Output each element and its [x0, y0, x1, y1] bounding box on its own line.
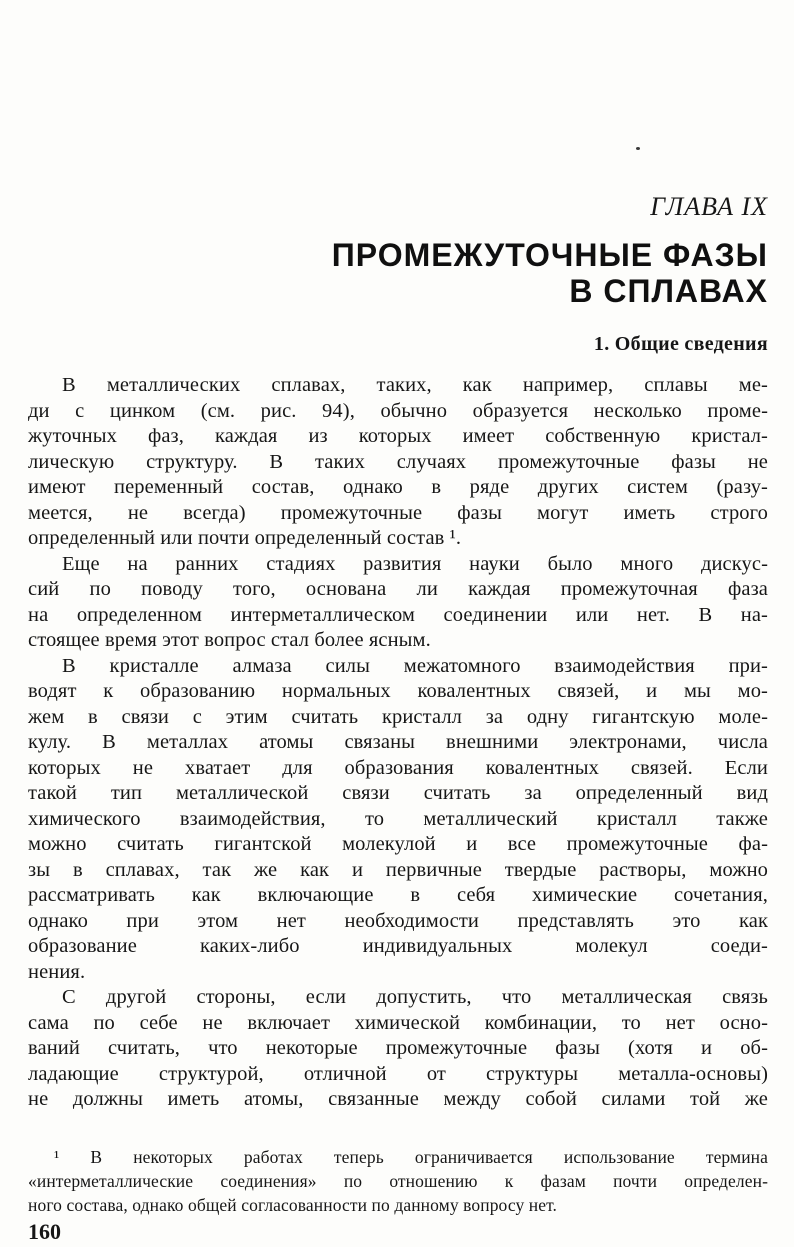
- text-line: ваний считать, что некоторые промежуточные фазы (хотя и об-: [28, 1037, 768, 1059]
- text-line: рассматривать как включающие в себя химические сочетания,: [28, 884, 768, 906]
- text-line: нения.: [28, 960, 86, 983]
- ink-speck: [636, 147, 640, 150]
- paragraph: [28, 985, 768, 1113]
- footnote-line: ¹ В некоторых работах теперь ограничивается использование термина: [54, 1146, 768, 1167]
- text-line: такой тип металлической связи считать за определенный вид: [28, 782, 768, 804]
- text-line: на определенном интерметаллическом соединении или нет. В на-: [28, 603, 768, 626]
- text-line: сий по поводу того, основана ли каждая промежуточная фаза: [28, 578, 768, 600]
- text-line: можно считать гигантской молекулой и все промежуточные фа-: [28, 833, 768, 855]
- text-line: меется, не всегда) промежуточные фазы могут иметь строго: [28, 501, 768, 524]
- text-line: жуточных фаз, каждая из которых имеет собственную кристал-: [28, 425, 768, 447]
- text-line: определенный или почти определенный состав ¹.: [28, 527, 462, 549]
- footnote-line: «интерметаллические соединения» по отношению к фазам почти определен-: [28, 1170, 768, 1191]
- text-line: стоящее время этот вопрос стал более ясным.: [28, 629, 431, 651]
- text-line: жем в связи с этим считать кристалл за одну гигантскую моле-: [28, 705, 768, 728]
- text-line: ди с цинком (см. рис. 94), обычно образуется несколько проме-: [28, 399, 768, 422]
- text-line: ладающие структурой, отличной от структуры металла-основы): [28, 1062, 768, 1085]
- text-line: однако при этом нет необходимости представлять это как: [28, 909, 768, 932]
- paragraph: [28, 373, 768, 552]
- page-title: [28, 237, 768, 309]
- section-heading: 1. Общие сведения: [593, 333, 768, 355]
- text-line: В металлических сплавах, таких, как например, сплавы ме-: [62, 374, 768, 396]
- text-line: Еще на ранних стадиях развития науки было много дискус-: [62, 552, 768, 575]
- text-line: образование каких-либо индивидуальных молекул соеди-: [28, 935, 768, 957]
- text-line: химического взаимодействия, то металлический кристалл также: [28, 807, 768, 830]
- body-text: [28, 373, 768, 1113]
- page-number: 160: [28, 1218, 61, 1244]
- text-line: В кристалле алмаза силы межатомного взаимодействия при-: [62, 654, 768, 677]
- paragraph: [28, 552, 768, 654]
- title-line: ПРОМЕЖУТОЧНЫЕ ФАЗЫ: [331, 237, 768, 273]
- chapter-label: ГЛАВА IX: [650, 192, 768, 221]
- footnote-line: ного состава, однако общей согласованности по данному вопросу нет.: [28, 1194, 558, 1215]
- footnote: [28, 1145, 768, 1217]
- text-line: С другой стороны, если допустить, что металлическая связь: [62, 986, 768, 1008]
- text-line: водят к образованию нормальных ковалентных связей, и мы мо-: [28, 680, 768, 702]
- text-line: имеют переменный состав, однако в ряде других систем (разу-: [28, 476, 768, 498]
- text-line: не должны иметь атомы, связанные между собой силами той же: [28, 1088, 768, 1110]
- text-line: которых не хватает для образования ковалентных связей. Если: [28, 756, 768, 779]
- text-line: сама по себе не включает химической комбинации, то нет осно-: [28, 1011, 768, 1034]
- paragraph: [28, 654, 768, 986]
- title-line: В СПЛАВАХ: [569, 273, 768, 309]
- text-line: кулу. В металлах атомы связаны внешними электронами, числа: [28, 731, 768, 753]
- text-line: зы в сплавах, так же как и первичные твердые растворы, можно: [28, 858, 768, 881]
- text-line: лическую структуру. В таких случаях промежуточные фазы не: [28, 450, 768, 473]
